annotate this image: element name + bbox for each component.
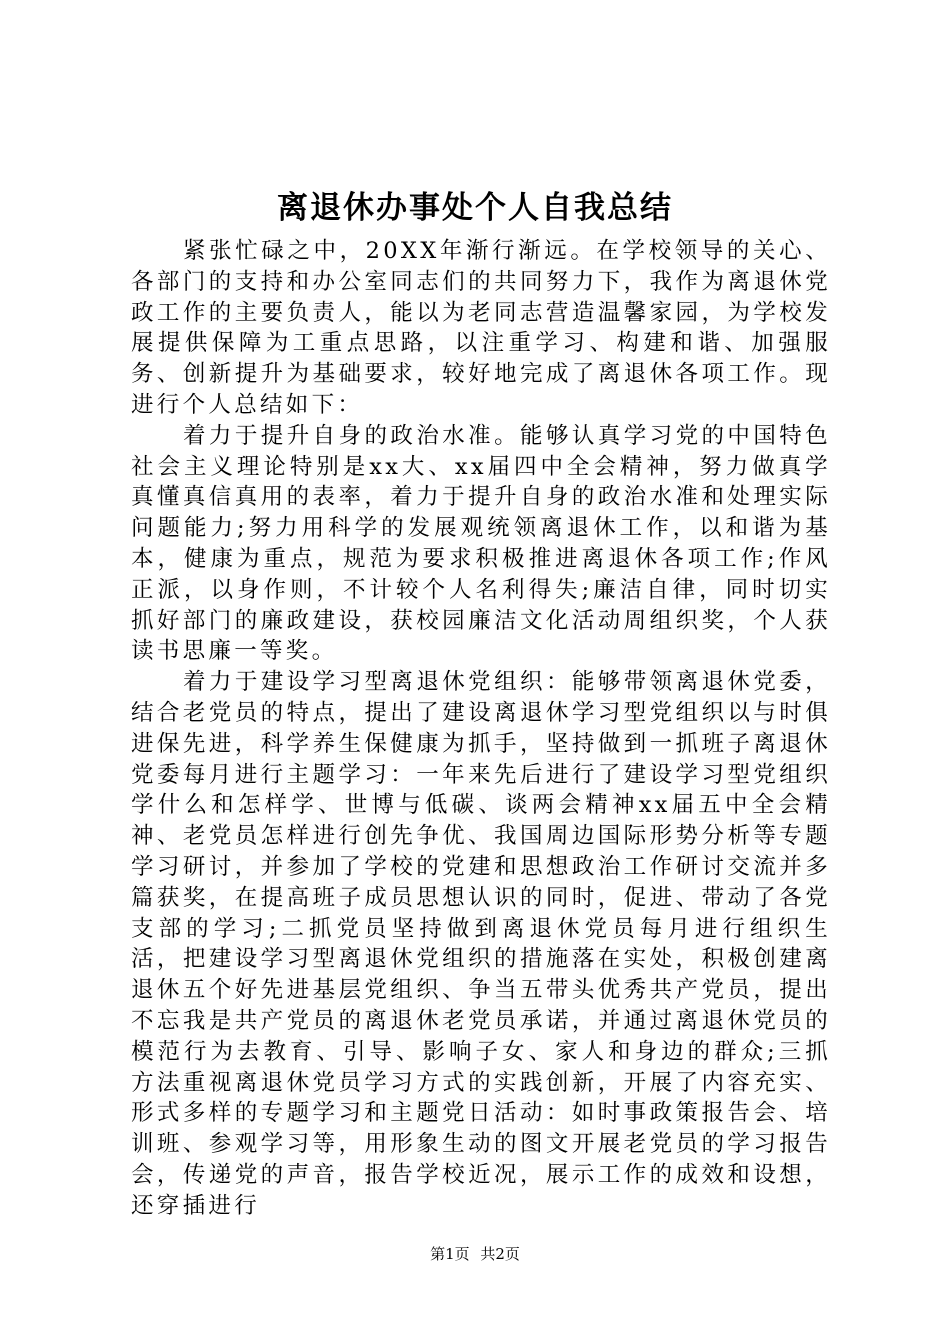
paragraph-intro: 紧张忙碌之中，20XX年渐行渐远。在学校领导的关心、各部门的支持和办公室同志们的共同努力下，我作为离退休党政工作的主要负责人，能以为老同志营造温馨家园，为学校发展提供保障为工重点思路，以注重学习、构建和谐、加强服务、创新提升为基础要求，较好地完成了离退休各项工作。现进行个人总结如下： bbox=[131, 238, 831, 418]
page-number: 第1页 bbox=[430, 1245, 470, 1263]
document-title: 离退休办事处个人自我总结 bbox=[277, 190, 673, 226]
page-footer bbox=[0, 1244, 950, 1264]
page-total: 共2页 bbox=[480, 1245, 520, 1263]
paragraph-political-level: 着力于提升自身的政治水准。能够认真学习党的中国特色社会主义理论特别是xx大、xx届四中全会精神，努力做真学真懂真信真用的表率，着力于提升自身的政治水准和处理实际问题能力;努力用科学的发展观统领离退休工作，以和谐为基本，健康为重点，规范为要求积极推进离退休各项工作;作风正派，以身作则，不计较个人名利得失;廉洁自律，同时切实抓好部门的廉政建设，获校园廉洁文化活动周组织奖，个人获读书思廉一等奖。 bbox=[131, 422, 831, 665]
document-body bbox=[131, 236, 831, 1222]
paragraph-learning-organization: 着力于建设学习型离退休党组织：能够带领离退休党委，结合老党员的特点，提出了建设离退休学习型党组织以与时俱进保先进，科学养生保健康为抓手，坚持做到一抓班子离退休党委每月进行主题学习：一年来先后进行了建设学习型党组织学什么和怎样学、世博与低碳、谈两会精神xx届五中全会精神、老党员怎样进行创先争优、我国周边国际形势分析等专题学习研讨，并参加了学校的党建和思想政治工作研讨交流并多篇获奖，在提高班子成员思想认识的同时，促进、带动了各党支部的学习;二抓党员坚持做到离退休党员每月进行组织生活，把建设学习型离退休党组织的措施落在实处，积极创建离退休五个好先进基层党组织、争当五带头优秀共产党员，提出不忘我是共产党员的离退休老党员承诺，并通过离退休党员的模范行为去教育、引导、影响子女、家人和身边的群众;三抓方法重视离退休党员学习方式的实践创新，开展了内容充实、形式多样的专题学习和主题党日活动：如时事政策报告会、培训班、参观学习等，用形象生动的图文开展老党员的学习报告会，传递党的声音，报告学校近况，展示工作的成效和设想，还穿插进行 bbox=[131, 669, 831, 1219]
